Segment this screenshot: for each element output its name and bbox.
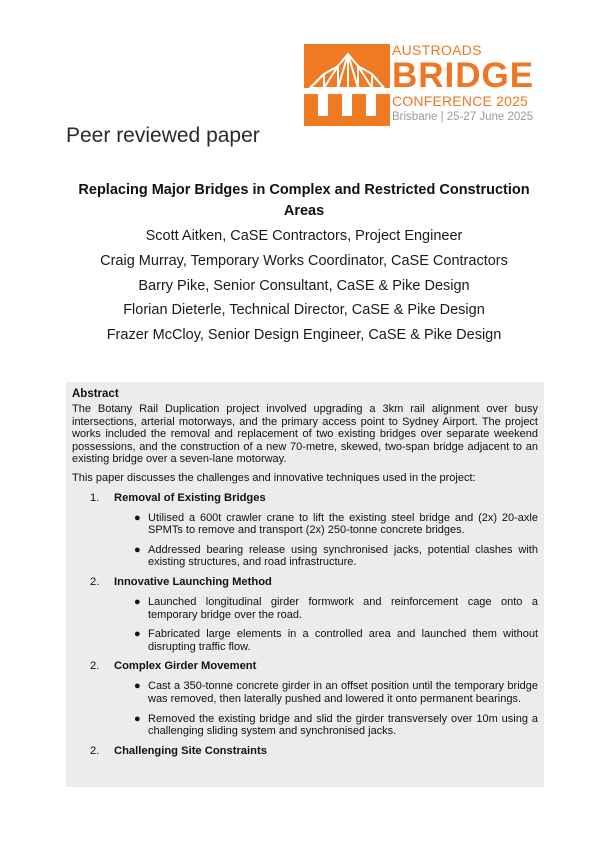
bullet-text: Utilised a 600t crawler crane to lift the existing steel bridge and (2x) 20-axle SPMTs to remove and transport (2x) 250-tonne concrete bridges.	[148, 511, 538, 537]
section-title: Removal of Existing Bridges	[114, 491, 266, 504]
section-heading	[72, 575, 538, 589]
conference-logo-text	[392, 42, 534, 125]
abstract-section	[72, 744, 538, 758]
bullet-item	[72, 628, 538, 653]
paper-title: Replacing Major Bridges in Complex and Restricted Construction Areas	[78, 182, 530, 219]
bullet-item	[72, 596, 538, 621]
section-number: 2.	[90, 744, 100, 757]
section-title: Complex Girder Movement	[114, 660, 257, 673]
bullet-text: Launched longitudinal girder formwork and reinforcement cage onto a temporary bridge over the road.	[148, 595, 538, 621]
author-line: Florian Dieterle, Technical Director, CaSE & Pike Design	[123, 302, 485, 319]
logo-bridge: BRIDGE	[392, 56, 535, 95]
bullet-icon: ●	[134, 543, 141, 556]
section-title: Innovative Launching Method	[114, 575, 272, 588]
section-number: 2.	[90, 575, 100, 588]
bullet-item	[72, 544, 538, 569]
section-number: 2.	[90, 660, 100, 673]
abstract-section	[72, 659, 538, 737]
bullet-text: Removed the existing bridge and slid the girder transversely over 10m using a challenging sliding system and synchronised jacks.	[148, 712, 538, 738]
bullet-text: Addressed bearing release using synchronised jacks, potential clashes with existing structures, and road infrastructure.	[148, 543, 538, 569]
bullet-item	[72, 680, 538, 705]
bullet-text: Fabricated large elements in a controlled area and launched them without disrupting traffic flow.	[148, 628, 538, 653]
author-line: Scott Aitken, CaSE Contractors, Project Engineer	[145, 228, 463, 244]
logo-austroads: AUSTROADS	[392, 42, 482, 58]
bullet-icon: ●	[134, 680, 141, 693]
abstract-heading: Abstract	[72, 388, 119, 400]
logo-conference: CONFERENCE 2025	[392, 93, 529, 109]
bullet-item	[72, 713, 538, 738]
section-heading	[72, 491, 538, 505]
abstract-box	[66, 382, 544, 787]
peer-reviewed-label: Peer reviewed paper	[66, 124, 260, 147]
abstract-section	[72, 575, 538, 653]
bridge-logo-icon	[304, 44, 390, 126]
bullet-item	[72, 512, 538, 537]
abstract-section	[72, 491, 538, 569]
abstract-paragraph: The Botany Rail Duplication project involved upgrading a 3km rail alignment over busy intersections, arterial motorways, and the primary access point to Sydney Airport. The project works included the removal and replacement of two existing bridges over separate weekend possessions, and the construction of a new 70-metre, skewed, two-span bridge adjacent to an existing bridge over a seven-lane motorway.	[72, 403, 538, 466]
abstract-paragraph: This paper discusses the challenges and innovative techniques used in the project:	[72, 471, 476, 484]
author-line: Frazer McCloy, Senior Design Engineer, CaSE & Pike Design	[106, 327, 502, 344]
logo-location-date: Brisbane | 25-27 June 2025	[392, 111, 534, 123]
section-heading	[72, 744, 538, 758]
section-heading	[72, 659, 538, 673]
bullet-text: Cast a 350-tonne concrete girder in an offset position until the temporary bridge was removed, then laterally pushed and lowered it onto permanent bearings.	[148, 680, 538, 705]
bullet-icon: ●	[134, 628, 141, 641]
author-list	[66, 224, 542, 348]
section-title: Challenging Site Constraints	[114, 744, 267, 757]
author-line: Craig Murray, Temporary Works Coordinator, CaSE Contractors	[100, 252, 508, 269]
bullet-icon: ●	[134, 511, 141, 524]
bullet-icon: ●	[134, 595, 141, 608]
bullet-icon: ●	[134, 712, 141, 725]
section-number: 1.	[90, 491, 100, 504]
bridge-truss-icon	[304, 44, 390, 126]
author-line: Barry Pike, Senior Consultant, CaSE & Pike Design	[138, 277, 470, 294]
